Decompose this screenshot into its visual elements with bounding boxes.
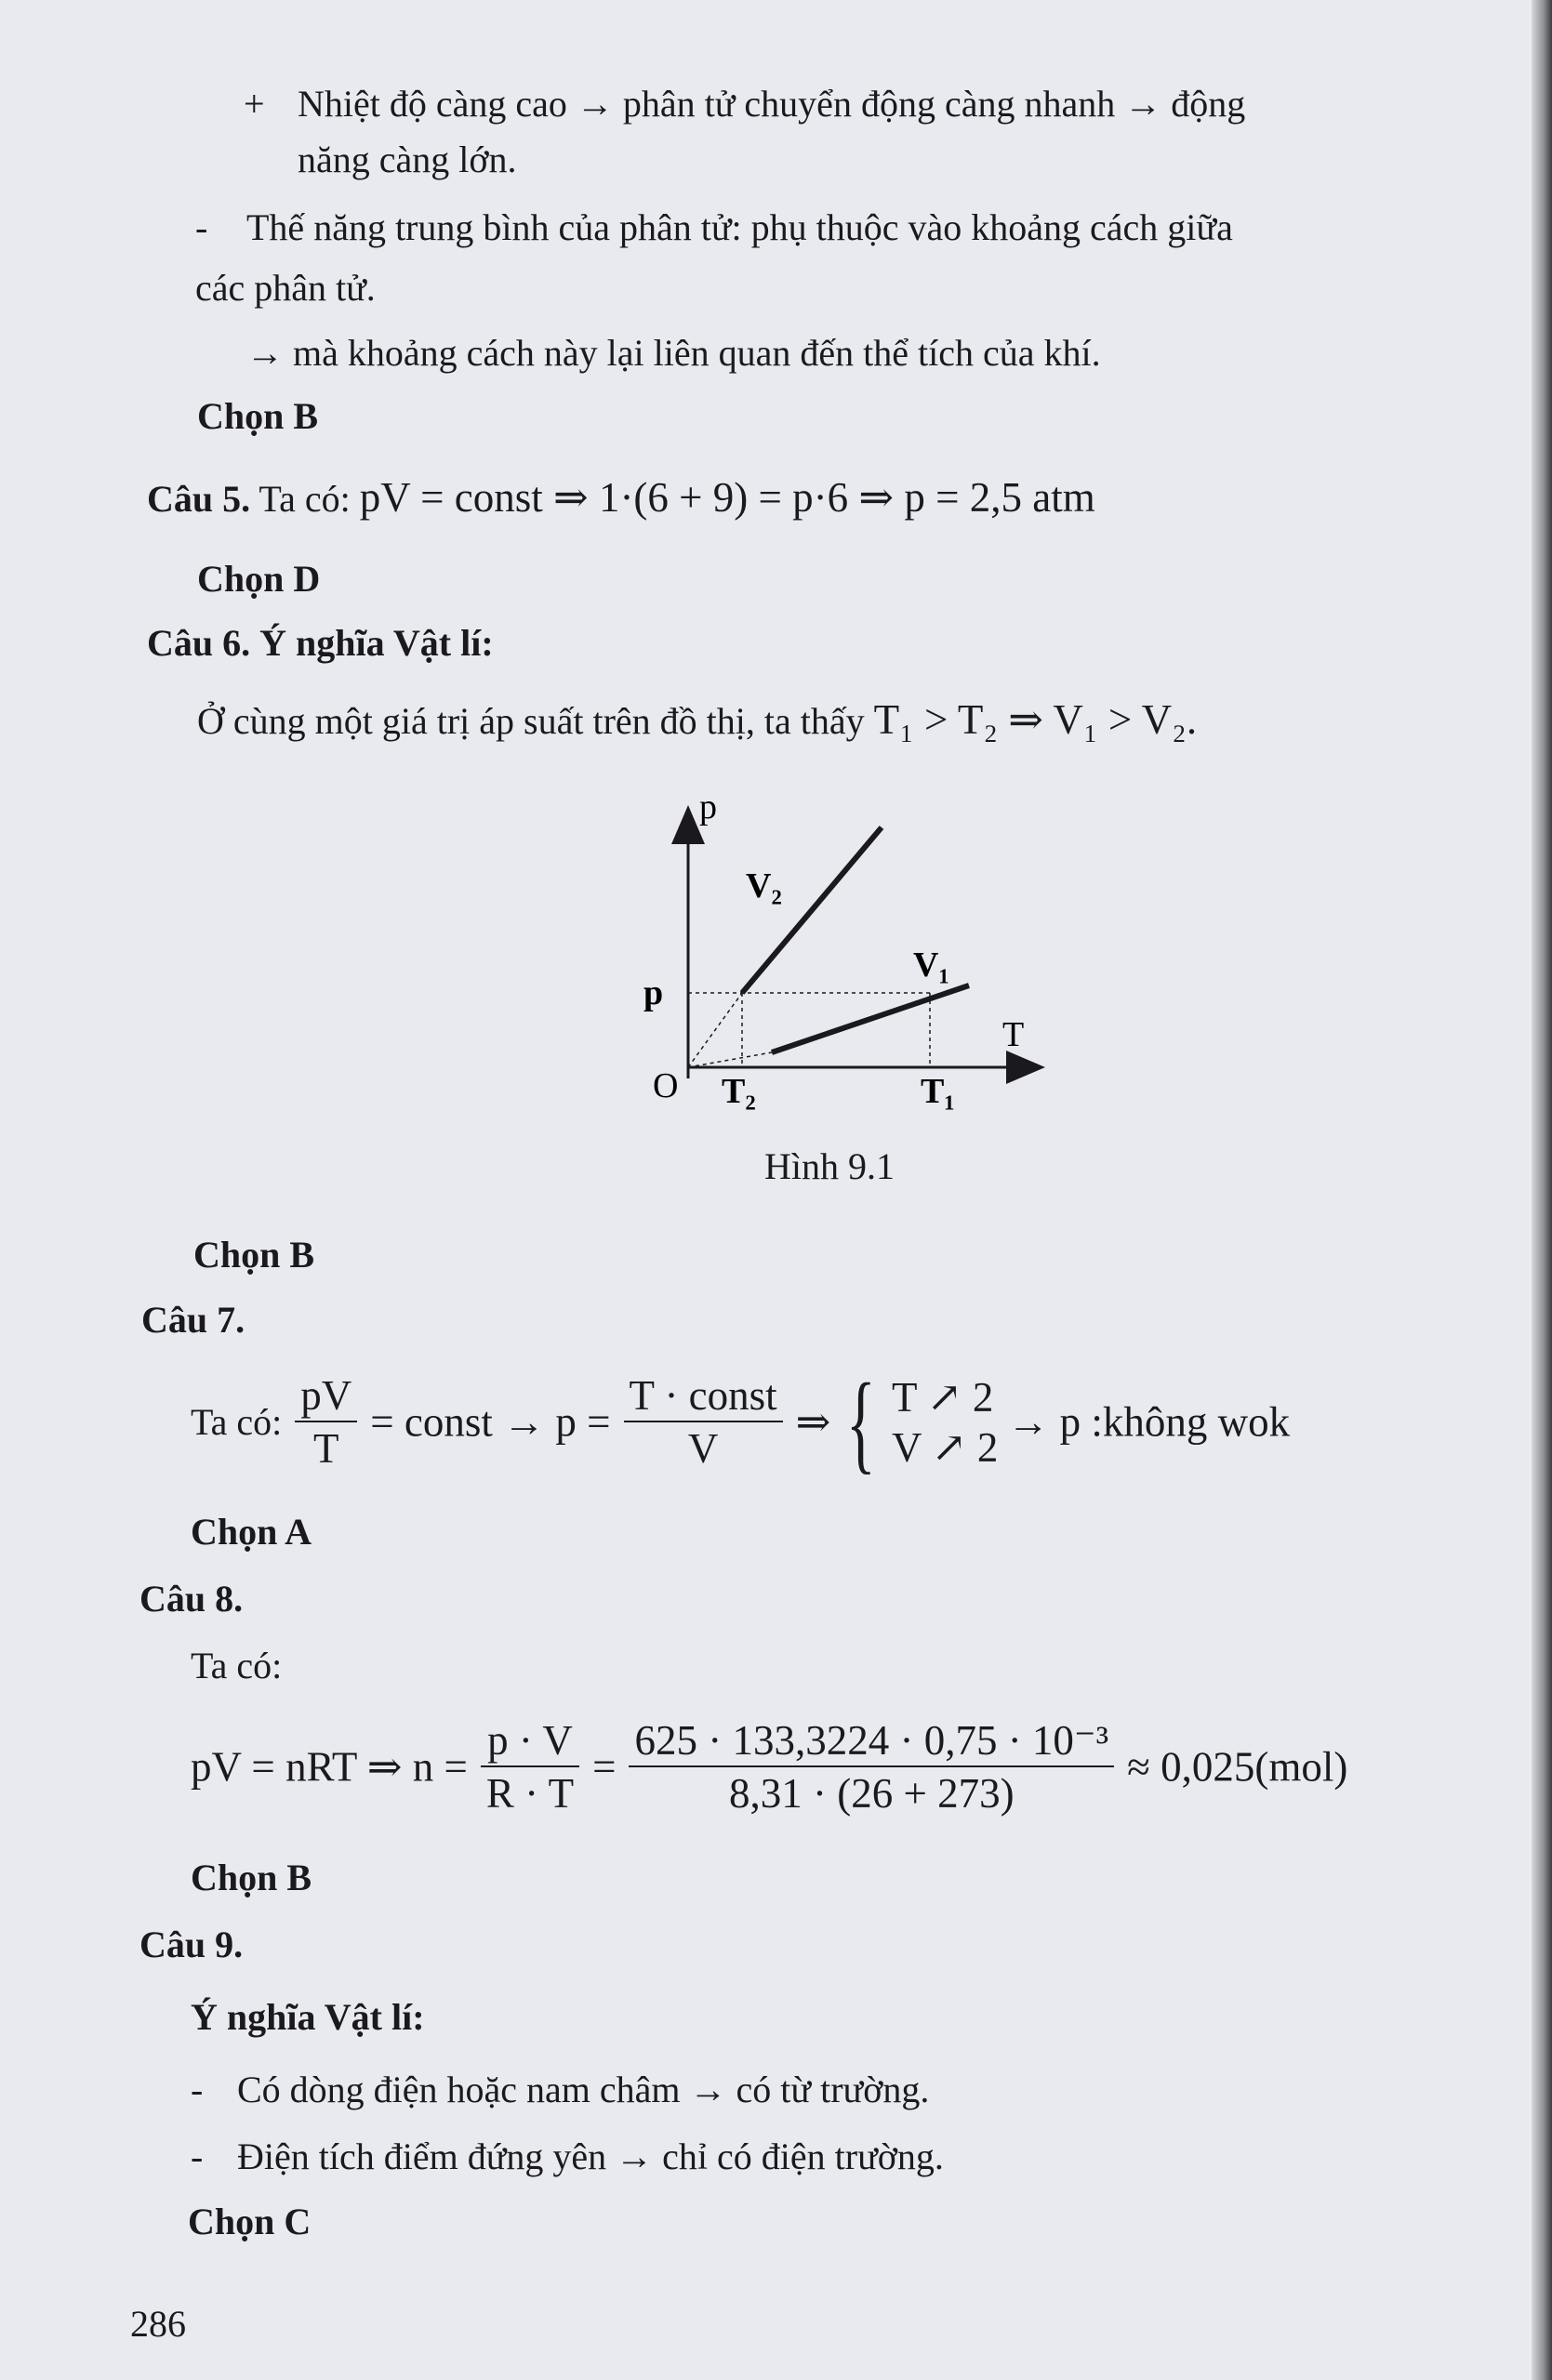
question-text: Ta có: (259, 478, 351, 520)
question-label: Câu 8. (139, 1578, 244, 1620)
pressure-label: p (643, 973, 664, 1012)
bullet-dash: - (191, 2135, 204, 2177)
bullet-dash: - (195, 206, 208, 248)
figure-9-1 (632, 790, 1060, 1144)
answer-choice: Chọn B (191, 1857, 312, 1898)
question-text: Ta có: (191, 1645, 283, 1686)
answer-choice: Chọn B (193, 1234, 315, 1276)
bullet-dash: - (191, 2069, 204, 2110)
text-line (197, 696, 1198, 743)
axis-label-p: p (699, 790, 717, 826)
text-line: năng càng lớn. (298, 139, 517, 180)
t1-label: T₁ (921, 1072, 955, 1111)
fraction-denominator: R · T (485, 1770, 575, 1817)
system (892, 1372, 998, 1473)
axis-label-t: T (1002, 1015, 1025, 1054)
answer-choice: Chọn A (191, 1511, 312, 1553)
v1-extension (688, 1052, 772, 1067)
brace: { (846, 1360, 877, 1484)
fraction (481, 1717, 579, 1817)
formula: = const → p = (370, 1398, 611, 1446)
text-line: Điện tích điểm đứng yên → chỉ có điện trường. (237, 2135, 944, 2177)
text-line: → mà khoảng cách này lại liên quan đến thể tích của khí. (246, 332, 1101, 374)
formula: → p :không wok (1007, 1398, 1291, 1446)
question-label: Câu 9. (139, 1924, 244, 1965)
formula-block-8 (191, 1717, 1348, 1817)
text-line: Nhiệt độ càng cao → phân tử chuyển động càng nhanh → động (298, 83, 1246, 125)
bullet-plus: + (244, 83, 265, 125)
fraction-numerator: 625 · 133,3224 · 0,75 · 10⁻³ (629, 1720, 1114, 1767)
v2-label: V₂ (746, 866, 782, 906)
fraction-numerator: pV (295, 1375, 357, 1422)
book-spine (1532, 0, 1552, 2380)
t2-label: T₂ (722, 1072, 756, 1111)
answer-choice: Chọn B (197, 395, 319, 437)
equals-sign: = (592, 1743, 617, 1791)
question-5 (147, 474, 1095, 521)
question-label: Câu 6. (147, 622, 251, 664)
text-line: Thế năng trung bình của phân tử: phụ thuộc vào khoảng cách giữa (246, 206, 1233, 248)
v2-extension (688, 993, 742, 1067)
system-row: V ↗ 2 (892, 1424, 999, 1471)
isochore-v2 (742, 827, 882, 993)
page-number: 286 (130, 2303, 186, 2345)
answer-choice: Chọn D (197, 558, 321, 600)
text-line: Có dòng điện hoặc nam châm → có từ trường. (237, 2069, 930, 2110)
fraction-denominator: T (313, 1425, 339, 1472)
question-6 (147, 622, 494, 664)
question-label: Câu 7. (141, 1299, 245, 1341)
implies-arrow: ⇒ (795, 1398, 831, 1446)
answer-choice: Chọn C (188, 2201, 312, 2242)
formula: T₁ > T₂ ⇒ V₁ > V₂. (873, 696, 1198, 743)
origin-label: O (653, 1066, 679, 1105)
fraction-denominator: 8,31 · (26 + 273) (729, 1770, 1015, 1817)
formula: pV = const ⇒ 1·(6 + 9) = p·6 ⇒ p = 2,5 atm (359, 474, 1095, 521)
question-text: Ta có: (191, 1401, 283, 1443)
figure-caption: Hình 9.1 (764, 1145, 895, 1187)
question-label: Câu 5. (147, 478, 251, 520)
question-text: Ở cùng một giá trị áp suất trên đồ thị, ta thấy (197, 700, 865, 742)
fraction (624, 1372, 783, 1472)
section-title: Ý nghĩa Vật lí: (191, 1996, 425, 2038)
text-line: các phân tử. (195, 267, 376, 309)
fraction-numerator: p · V (481, 1720, 579, 1767)
system-row: T ↗ 2 (892, 1374, 994, 1421)
fraction (295, 1372, 357, 1472)
isochore-v1 (772, 985, 969, 1052)
section-title: Ý nghĩa Vật lí: (259, 622, 494, 664)
formula: pV = nRT ⇒ n = (191, 1743, 468, 1791)
fraction-numerator: T · const (624, 1375, 783, 1422)
formula-block-7 (191, 1360, 1291, 1484)
fraction-denominator: V (687, 1425, 719, 1472)
formula: ≈ 0,025(mol) (1127, 1743, 1348, 1791)
v1-label: V₁ (913, 945, 949, 985)
fraction (629, 1717, 1114, 1817)
